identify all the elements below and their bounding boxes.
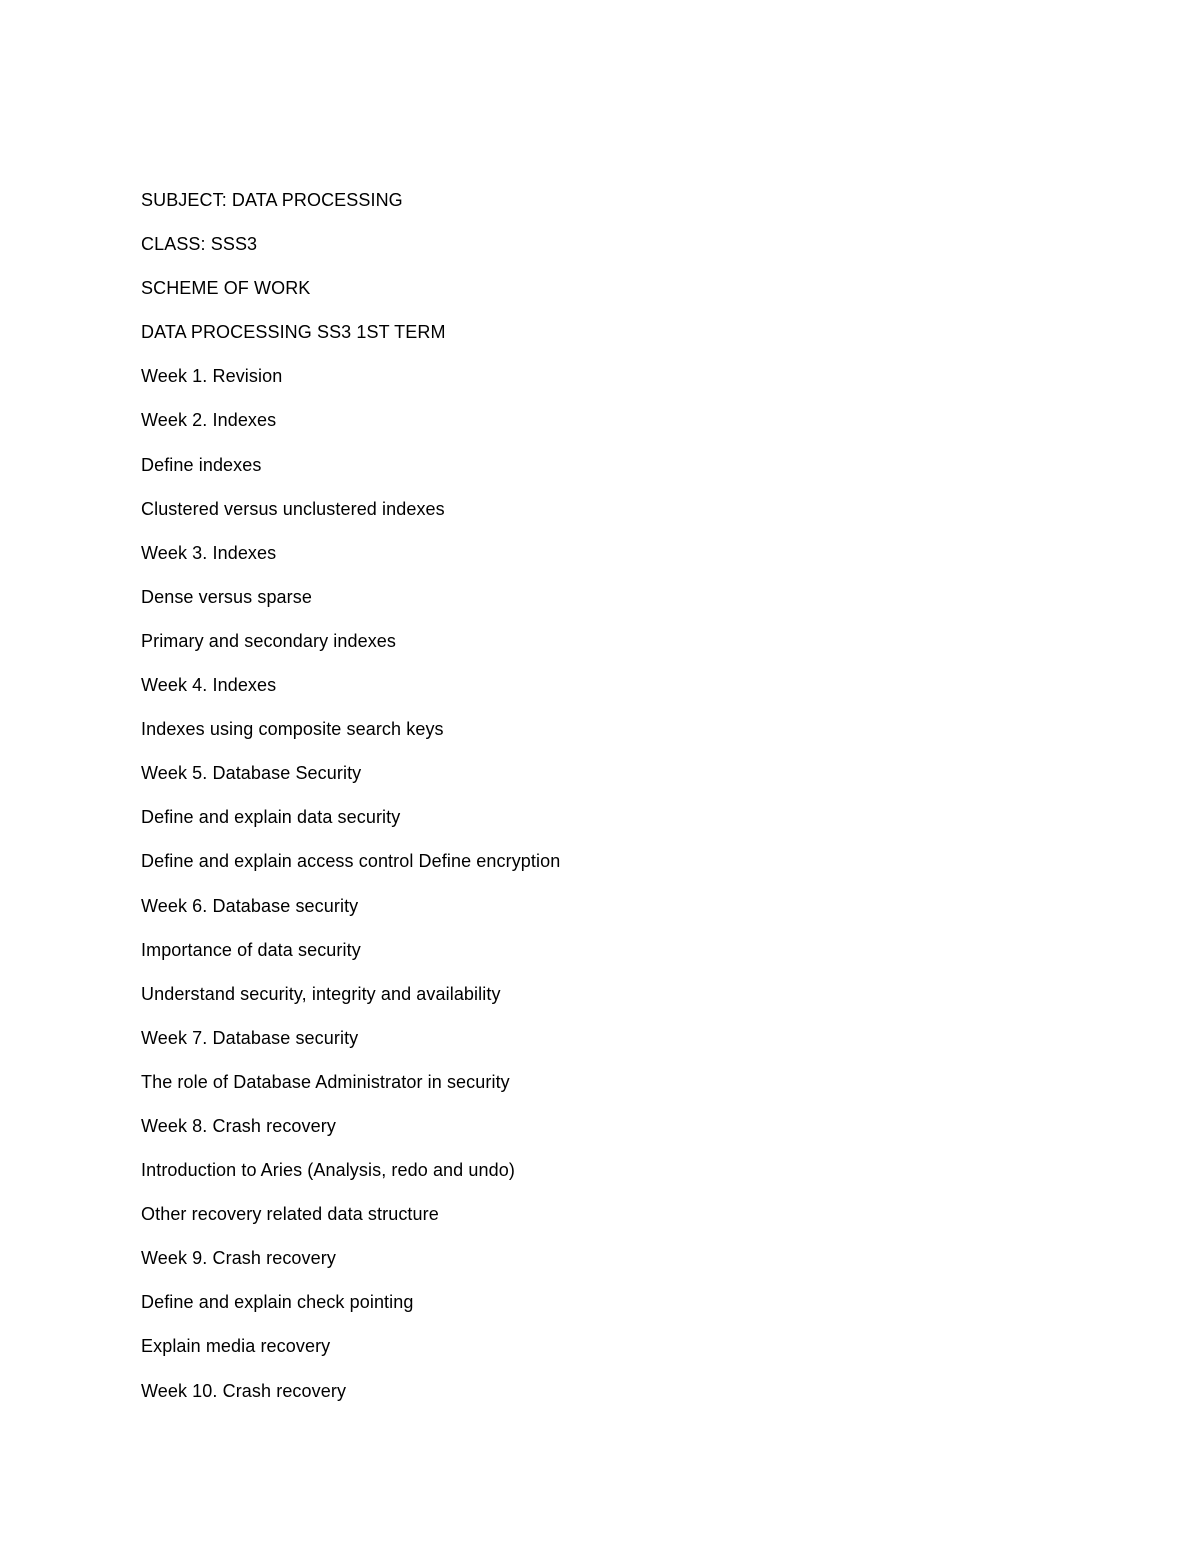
week-10-heading: Week 10. Crash recovery [141,1380,347,1401]
week-3-heading: Week 3. Indexes [141,542,277,563]
week-3-topic-2: Primary and secondary indexes [141,630,397,651]
week-4-topic-1: Indexes using composite search keys [141,719,444,740]
week-7-topic-1: The role of Database Administrator in security [141,1071,510,1092]
week-5-topic-2: Define and explain access control Define encryption [141,851,561,872]
week-9-topic-2: Explain media recovery [141,1336,331,1357]
week-2-topic-2: Clustered versus unclustered indexes [141,498,445,519]
week-6-heading: Week 6. Database security [141,895,359,916]
week-9-heading: Week 9. Crash recovery [141,1248,336,1269]
week-6-topic-2: Understand security, integrity and availability [141,983,501,1004]
week-3-topic-1: Dense versus sparse [141,586,312,607]
week-7-heading: Week 7. Database security [141,1027,359,1048]
week-8-heading: Week 8. Crash recovery [141,1115,336,1136]
class-line: CLASS: SSS3 [141,234,258,255]
week-8-topic-2: Other recovery related data structure [141,1204,439,1225]
week-5-topic-1: Define and explain data security [141,807,401,828]
week-1-heading: Week 1. Revision [141,366,283,387]
scheme-of-work-text [141,186,560,1421]
week-2-topic-1: Define indexes [141,454,262,475]
scheme-heading: SCHEME OF WORK [141,278,311,299]
week-5-heading: Week 5. Database Security [141,763,362,784]
week-9-topic-1: Define and explain check pointing [141,1292,414,1313]
week-8-topic-1: Introduction to Aries (Analysis, redo and undo) [141,1160,515,1181]
week-6-topic-1: Importance of data security [141,939,361,960]
week-2-heading: Week 2. Indexes [141,410,277,431]
term-heading: DATA PROCESSING SS3 1ST TERM [141,322,446,343]
subject-line: SUBJECT: DATA PROCESSING [141,190,403,210]
week-4-heading: Week 4. Indexes [141,675,277,696]
